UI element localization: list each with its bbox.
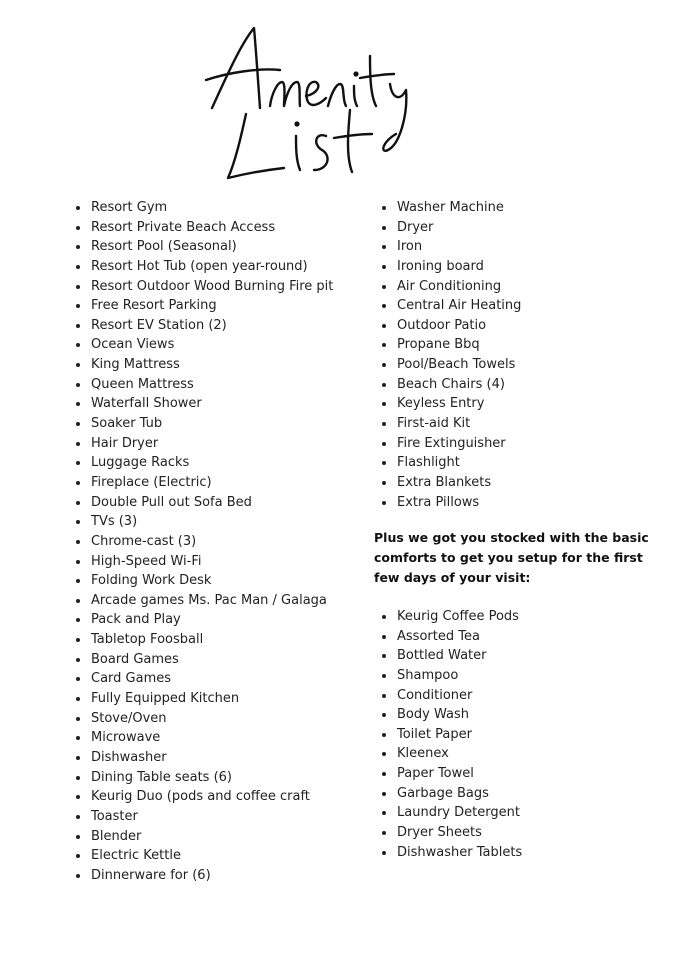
list-item: Free Resort Parking xyxy=(76,296,333,316)
list-item: First-aid Kit xyxy=(382,414,521,434)
list-item: Soaker Tub xyxy=(76,414,333,434)
list-item: Fireplace (Electric) xyxy=(76,473,333,493)
list-item: Air Conditioning xyxy=(382,277,521,297)
amenity-list-left xyxy=(76,198,333,885)
list-item: Toaster xyxy=(76,807,333,827)
list-item: Pool/Beach Towels xyxy=(382,355,521,375)
list-item: Ocean Views xyxy=(76,335,333,355)
list-item: Resort Gym xyxy=(76,198,333,218)
list-item: Toilet Paper xyxy=(382,725,522,745)
list-item: Dishwasher xyxy=(76,748,333,768)
list-item: Washer Machine xyxy=(382,198,521,218)
list-item: Arcade games Ms. Pac Man / Galaga xyxy=(76,591,333,611)
list-item: Dryer xyxy=(382,218,521,238)
handwritten-title xyxy=(150,10,530,190)
list-item: Bottled Water xyxy=(382,646,522,666)
list-item: Queen Mattress xyxy=(76,375,333,395)
list-item: Iron xyxy=(382,237,521,257)
list-item: Stove/Oven xyxy=(76,709,333,729)
list-item: Double Pull out Sofa Bed xyxy=(76,493,333,513)
list-item: Kleenex xyxy=(382,744,522,764)
list-item: Propane Bbq xyxy=(382,335,521,355)
list-item: Fully Equipped Kitchen xyxy=(76,689,333,709)
list-item: Blender xyxy=(76,827,333,847)
list-item: Flashlight xyxy=(382,453,521,473)
list-item: Dishwasher Tablets xyxy=(382,843,522,863)
list-item: Pack and Play xyxy=(76,610,333,630)
list-item: Hair Dryer xyxy=(76,434,333,454)
list-item: Board Games xyxy=(76,650,333,670)
list-item: Dinnerware for (6) xyxy=(76,866,333,886)
list-item: Card Games xyxy=(76,669,333,689)
list-item: High-Speed Wi-Fi xyxy=(76,552,333,572)
list-item: Paper Towel xyxy=(382,764,522,784)
list-item: Fire Extinguisher xyxy=(382,434,521,454)
list-item: Extra Blankets xyxy=(382,473,521,493)
list-item: King Mattress xyxy=(76,355,333,375)
list-item: Body Wash xyxy=(382,705,522,725)
amenity-list-right xyxy=(382,198,521,512)
list-item: Microwave xyxy=(76,728,333,748)
list-item: Waterfall Shower xyxy=(76,394,333,414)
list-item: Resort Pool (Seasonal) xyxy=(76,237,333,257)
list-item: Extra Pillows xyxy=(382,493,521,513)
list-item: Resort Private Beach Access xyxy=(76,218,333,238)
list-item: Keyless Entry xyxy=(382,394,521,414)
list-item: Dryer Sheets xyxy=(382,823,522,843)
list-item: Central Air Heating xyxy=(382,296,521,316)
list-item: Resort Hot Tub (open year-round) xyxy=(76,257,333,277)
list-item: Keurig Coffee Pods xyxy=(382,607,522,627)
list-item: Luggage Racks xyxy=(76,453,333,473)
stocked-note: Plus we got you stocked with the basic comforts to get you setup for the first few days of your visit: xyxy=(374,530,649,585)
list-item: Garbage Bags xyxy=(382,784,522,804)
list-item: Beach Chairs (4) xyxy=(382,375,521,395)
list-item: Keurig Duo (pods and coffee craft xyxy=(76,787,333,807)
list-item: Electric Kettle xyxy=(76,846,333,866)
list-item: Conditioner xyxy=(382,686,522,706)
list-item: Resort EV Station (2) xyxy=(76,316,333,336)
list-item: Outdoor Patio xyxy=(382,316,521,336)
list-item: Assorted Tea xyxy=(382,627,522,647)
list-item: Ironing board xyxy=(382,257,521,277)
list-item: TVs (3) xyxy=(76,512,333,532)
list-item: Resort Outdoor Wood Burning Fire pit xyxy=(76,277,333,297)
list-item: Folding Work Desk xyxy=(76,571,333,591)
list-item: Laundry Detergent xyxy=(382,803,522,823)
stocked-items-list xyxy=(382,607,522,862)
list-item: Dining Table seats (6) xyxy=(76,768,333,788)
list-item: Shampoo xyxy=(382,666,522,686)
page-title xyxy=(150,10,530,190)
list-item: Chrome-cast (3) xyxy=(76,532,333,552)
list-item: Tabletop Foosball xyxy=(76,630,333,650)
